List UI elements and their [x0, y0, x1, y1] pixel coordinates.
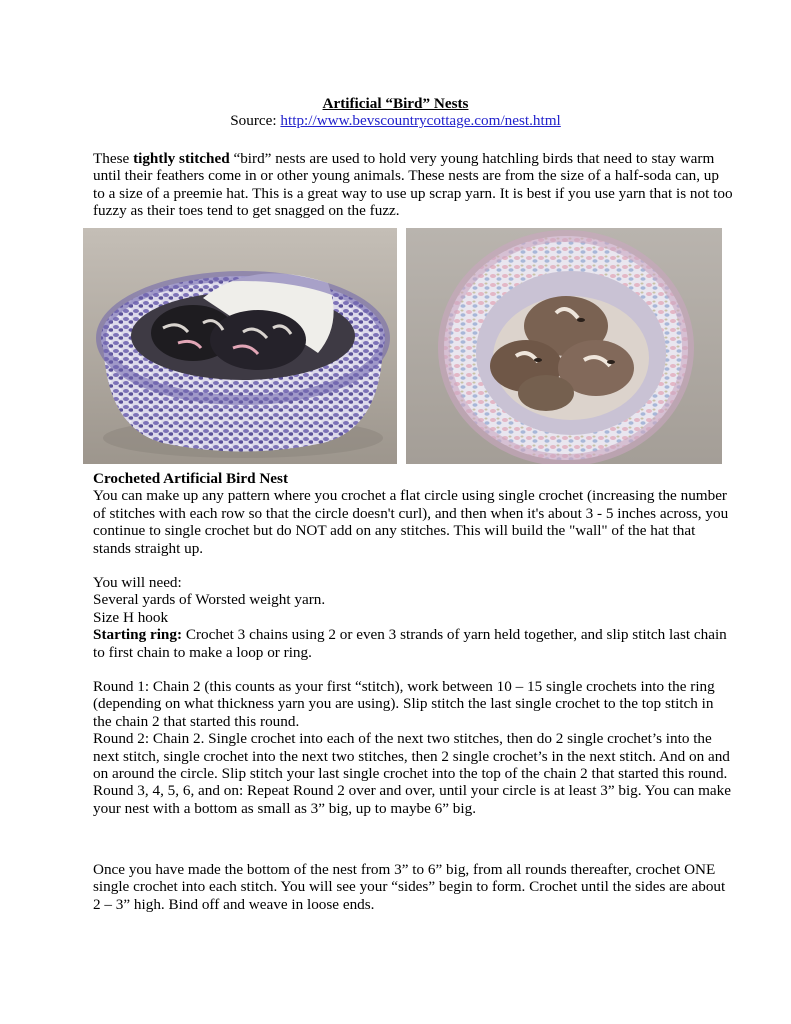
section-heading: Crocheted Artificial Bird Nest: [93, 470, 289, 487]
round-2: Round 2: Chain 2. Single crochet into each of the next two stitches, then do 2 single crochet’s into the next stitch, single crochet into the next two stitches, then 2 single crochet’s in the next stitch. And on and on around the circle. Slip stitch your last single crochet into the top of the chain 2 that started this round.: [93, 730, 730, 783]
materials-paragraph: [93, 574, 733, 661]
source-label: Source:: [230, 112, 277, 130]
bunny-nest-photo: [406, 228, 722, 464]
round-3: Round 3, 4, 5, 6, and on: Repeat Round 2 over and over, until your circle is at least 3” big. You can make your nest with a bottom as small as 3” big, up to maybe 6” big.: [93, 782, 731, 817]
section-paragraph: [93, 470, 733, 557]
closing-paragraph: Once you have made the bottom of the nest from 3” to 6” big, from all rounds thereafter, crochet ONE single crochet into each stitch. You will see your “sides” begin to form. Crochet until the sides are about 2 – 3” high. Bind off and weave in loose ends.: [93, 861, 726, 913]
starting-ring-text: Crochet 3 chains using 2 or even 3 strands of yarn held together, and slip stitch last chain to first chain to make a loop or ring.: [93, 626, 727, 661]
rounds-paragraph: [93, 678, 733, 817]
section-description: You can make up any pattern where you crochet a flat circle using single crochet (increasing the number of stitches with each row so that the circle doesn't curl), and then when it's about 3 - 5 inches across, you continue to single crochet but do NOT add on any stitches. This will build the "wall" of the hat that stands straight up.: [93, 487, 729, 557]
source-line: [0, 112, 791, 129]
intro-post: “bird” nests are used to hold very young hatchling birds that need to stay warm until their feathers come in or other young animals. These nests are from the size of a half-soda can, up to a size of a preemie hat. This is a great way to use up scrap yarn. It is best if you use yarn that is not too fuzzy as their toes tend to get snagged on the fuzz.: [93, 150, 733, 220]
round-1: Round 1: Chain 2 (this counts as your first “stitch), work between 10 – 15 single crochets into the ring (depending on what thickness yarn you are using). Slip stitch the last single crochet to the top stitch in the chain 2 that started this round.: [93, 678, 715, 730]
intro-pre: These: [93, 150, 134, 167]
bird-nest-photo: [83, 228, 397, 464]
intro-bold: tightly stitched: [133, 150, 230, 167]
materials-yarn: Several yards of Worsted weight yarn.: [93, 591, 326, 609]
bunny-nest-illustration: [406, 228, 722, 464]
document-title: Artificial “Bird” Nests: [322, 95, 469, 112]
title-block: [0, 95, 791, 130]
intro-paragraph: [93, 150, 733, 220]
starting-ring-label: Starting ring:: [93, 626, 183, 644]
materials-need: You will need:: [93, 574, 182, 591]
bird-nest-illustration: [83, 228, 397, 464]
source-link[interactable]: http://www.bevscountrycottage.com/nest.html: [280, 112, 561, 130]
materials-hook: Size H hook: [93, 608, 169, 626]
